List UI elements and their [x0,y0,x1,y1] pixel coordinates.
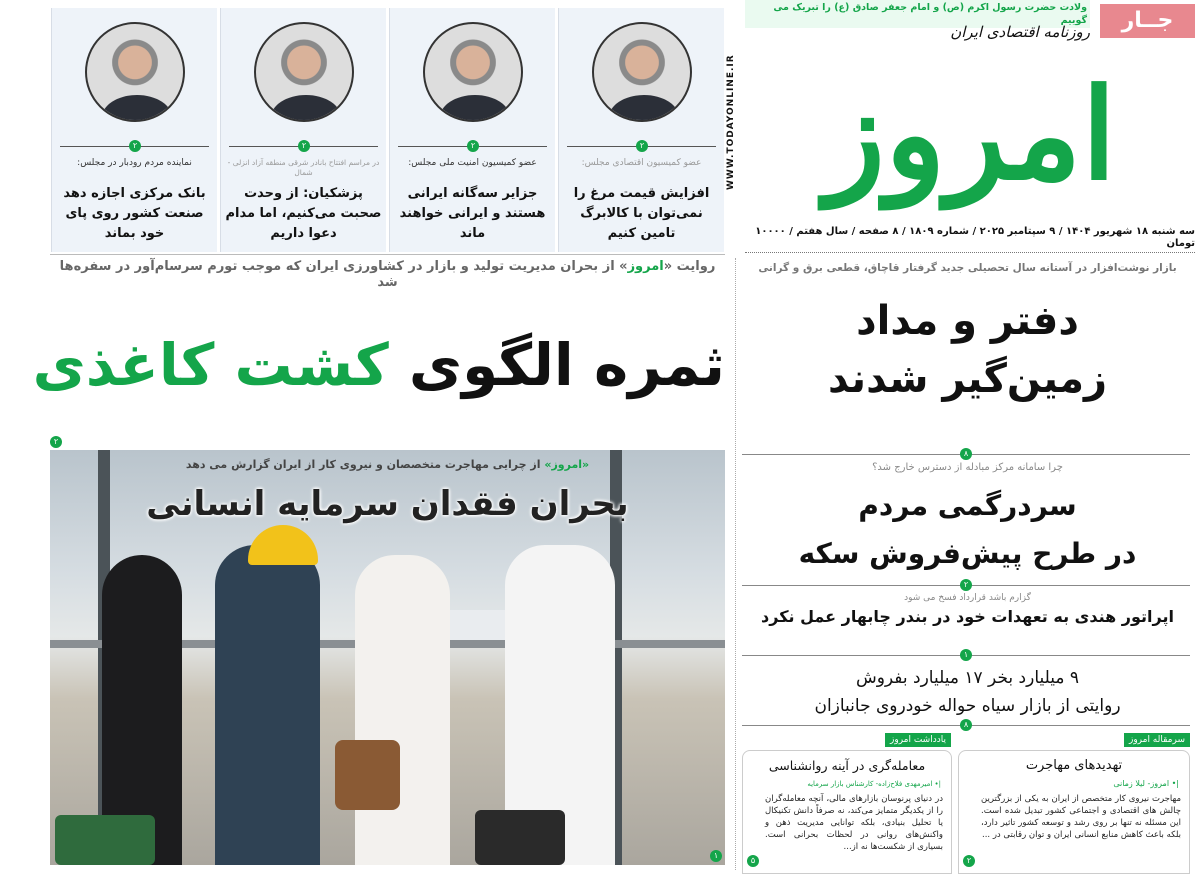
page-badge: ۲ [298,140,310,152]
photo-person [355,555,450,865]
note-body: در دنیای پرنوسان بازارهای مالی، آنچه معامله‌گران را از یکدیگر متمایز می‌کند، نه صرفاً دانش تکنیکال یا تحلیل بنیادی، بلکه توانایی مدیریت ذهن و واکنش‌های روانی در لحظات بحرانی است. بسیاری از شکست‌ها نه از... [765,794,943,852]
page-badge: ۵ [747,855,759,867]
story-kicker: در مراسم افتتاح بانادر شرقی منطقه آزاد انزلی - شمال [227,158,380,177]
side-headline[interactable]: سردرگمی مردم در طرح پیش‌فروش سکه [798,489,1137,570]
column-tag: سرمقاله امروز [1124,733,1190,747]
story-headline[interactable]: پزشکیان: از وحدت صحبت می‌کنیم، اما مدام دعوا داریم [225,186,382,241]
top-story[interactable] [51,8,217,252]
photo-suitcase [55,815,155,865]
photo-person [215,545,320,865]
feature-photo[interactable] [50,450,725,865]
photo-headline[interactable]: بحران فقدان سرمایه انسانی [146,484,629,524]
note-box[interactable] [742,750,952,874]
hard-hat [248,525,318,565]
page-badge: ۲ [636,140,648,152]
page-badge: ۲ [963,855,975,867]
note-title[interactable]: معامله‌گری در آینه روانشناسی [768,758,926,773]
top-story[interactable] [220,8,386,252]
newspaper-subtitle: روزنامه اقتصادی ایران [950,23,1090,41]
story-kicker: عضو کمیسیون امنیت ملی مجلس: [408,158,537,168]
editorial-title[interactable]: تهدیدهای مهاجرت [1025,758,1123,773]
photo-bag [335,740,400,810]
page-badge: ۲ [467,140,479,152]
portrait-photo [254,22,354,122]
photo-kicker: «امروز» از چرایی مهاجرت متخصصان و نیروی کار از ایران گزارش می دهد [185,458,590,471]
divider [50,254,725,255]
website-url[interactable]: WWW.TODAYONLINE.IR [726,54,736,191]
page-badge: ۲ [960,579,972,591]
story-headline[interactable]: افزایش قیمت مرغ را نمی‌توان با کالابرگ تامین کنیم [573,186,710,241]
editorial-box[interactable] [958,750,1190,874]
side-headline[interactable]: اپراتور هندی به تعهدات خود در بندر چابهار عمل نکرد [761,607,1174,626]
photo-suitcase [475,810,565,865]
side-kicker: بازار نوشت‌افزار در آستانه سال تحصیلی جدید گرفتار قاچاق، قطعی برق و گرانی [758,262,1177,274]
top-story[interactable] [389,8,555,252]
side-headline[interactable]: ۹ میلیارد بخر ۱۷ میلیارد بفروش روایتی از بازار سیاه حواله خودروی جانبازان [814,668,1121,716]
column-tag: یادداشت امروز [885,733,951,747]
page-badge: ۲ [50,436,62,448]
main-headline[interactable]: ثمره الگوی کشت کاغذی [32,331,725,399]
story-headline[interactable]: بانک مرکزی اجازه دهد صنعت کشور روی پای خود بماند [63,186,206,241]
main-kicker: روایت «امروز» از بحران مدیریت تولید و بازار در کشاورزی ایران که موجب تورم سرسام‌آور در سفره‌ها شد [59,259,716,290]
story-kicker: عضو کمیسیون اقتصادی مجلس: [581,158,702,168]
page-badge: ۱ [710,850,722,862]
portrait-photo [592,22,692,122]
column-divider [735,258,736,870]
newspaper-logo: امروز [824,62,1117,208]
side-kicker: چرا سامانه مرکز مبادله از دسترس خارج شد؟ [872,462,1063,473]
editorial-byline: |• امروز- لیلا زمانی [1113,779,1179,788]
page-badge: ۸ [960,448,972,460]
note-byline: |• امیرمهدی فلاح‌زاده- کارشناس بازار سرمایه [807,780,941,788]
side-kicker: گزارم باشد قرارداد فسخ می شود [904,593,1031,603]
watermark-logo: جــار [1100,4,1195,38]
slogan: ولادت حضرت رسول اکرم (ص) و امام جعفر صادق (ع) را تبریک می گوییم [745,0,1090,28]
side-headline[interactable]: دفتر و مداد زمین‌گیر شدند [827,298,1108,402]
page-badge: ۲ [129,140,141,152]
story-kicker: نماینده مردم رودبار در مجلس: [77,158,192,168]
story-headline[interactable]: جزایر سه‌گانه ایرانی هستند و ایرانی خواهند ماند [399,186,546,241]
page-badge: ۱ [960,649,972,661]
editorial-body: مهاجرت نیروی کار متخصص از ایران به یکی از بزرگترین چالش های اقتصادی و اجتماعی کشور تبدیل شده است. این مسئله نه تنها بر روی رشد و توسعه کشور تاثیر دارد، بلکه باعث کاهش منابع انسانی ایران و توان رقابتی در ... [981,794,1181,840]
dateline: سه شنبه ۱۸ شهریور ۱۴۰۴ / ۹ سپتامبر ۲۰۲۵ / شماره ۱۸۰۹ / ۸ صفحه / سال هفتم / ۱۰۰۰۰ تومان [745,226,1195,253]
portrait-photo [85,22,185,122]
portrait-photo [423,22,523,122]
page-badge: ۸ [960,719,972,731]
top-story[interactable] [558,8,724,252]
